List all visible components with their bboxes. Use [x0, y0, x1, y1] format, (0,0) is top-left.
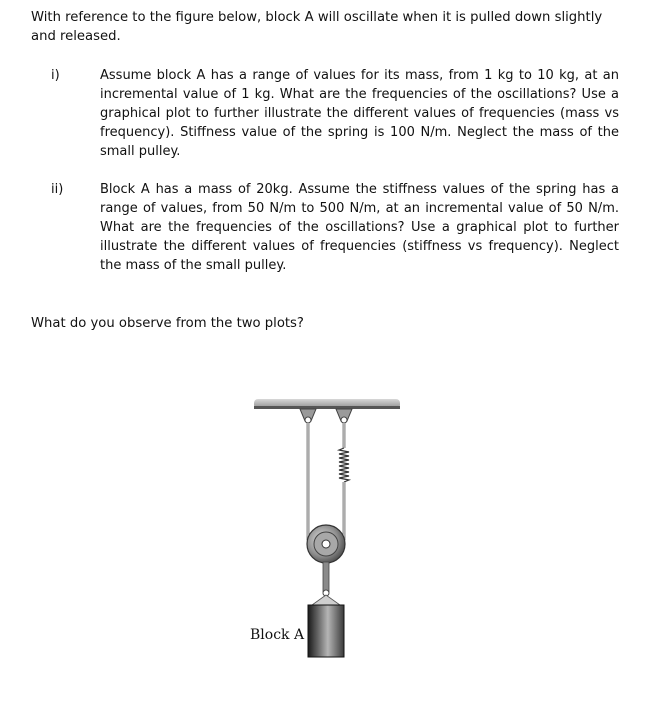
pulley	[307, 525, 345, 563]
item-text: Assume block A has a range of values for its mass, from 1 kg to 10 kg, at an incremental value of 1 kg. What are the frequencies of the oscillations? Use a graphical plot to further illustrate the different values of frequencies (mass vs frequency). Stiffness value of the spring is 100 N/m. Neglect the mass of the small pulley.	[100, 68, 619, 159]
ceiling	[254, 399, 400, 409]
spring	[339, 448, 349, 482]
item-label: i)	[51, 68, 60, 83]
item-label: ii)	[51, 182, 64, 197]
right-bracket	[336, 409, 352, 423]
spring-pulley-figure	[240, 392, 420, 672]
block-a-label: Block A	[250, 627, 305, 643]
left-bracket	[300, 409, 316, 423]
pulley-hanger	[312, 562, 340, 605]
item-text: Block A has a mass of 20kg. Assume the stiffness values of the spring has a range of values, from 50 N/m to 500 N/m, at an incremental value of 50 N/m. What are the frequencies of the oscillations? Use a graphical plot to further illustrate the different values of frequencies (stiffness vs frequency). Neglect the mass of the small pulley.	[100, 182, 619, 273]
intro-paragraph: With reference to the figure below, block A will oscillate when it is pulled down slightly and released.	[31, 10, 603, 44]
observation-question: What do you observe from the two plots?	[31, 316, 304, 331]
block-a	[308, 605, 344, 657]
